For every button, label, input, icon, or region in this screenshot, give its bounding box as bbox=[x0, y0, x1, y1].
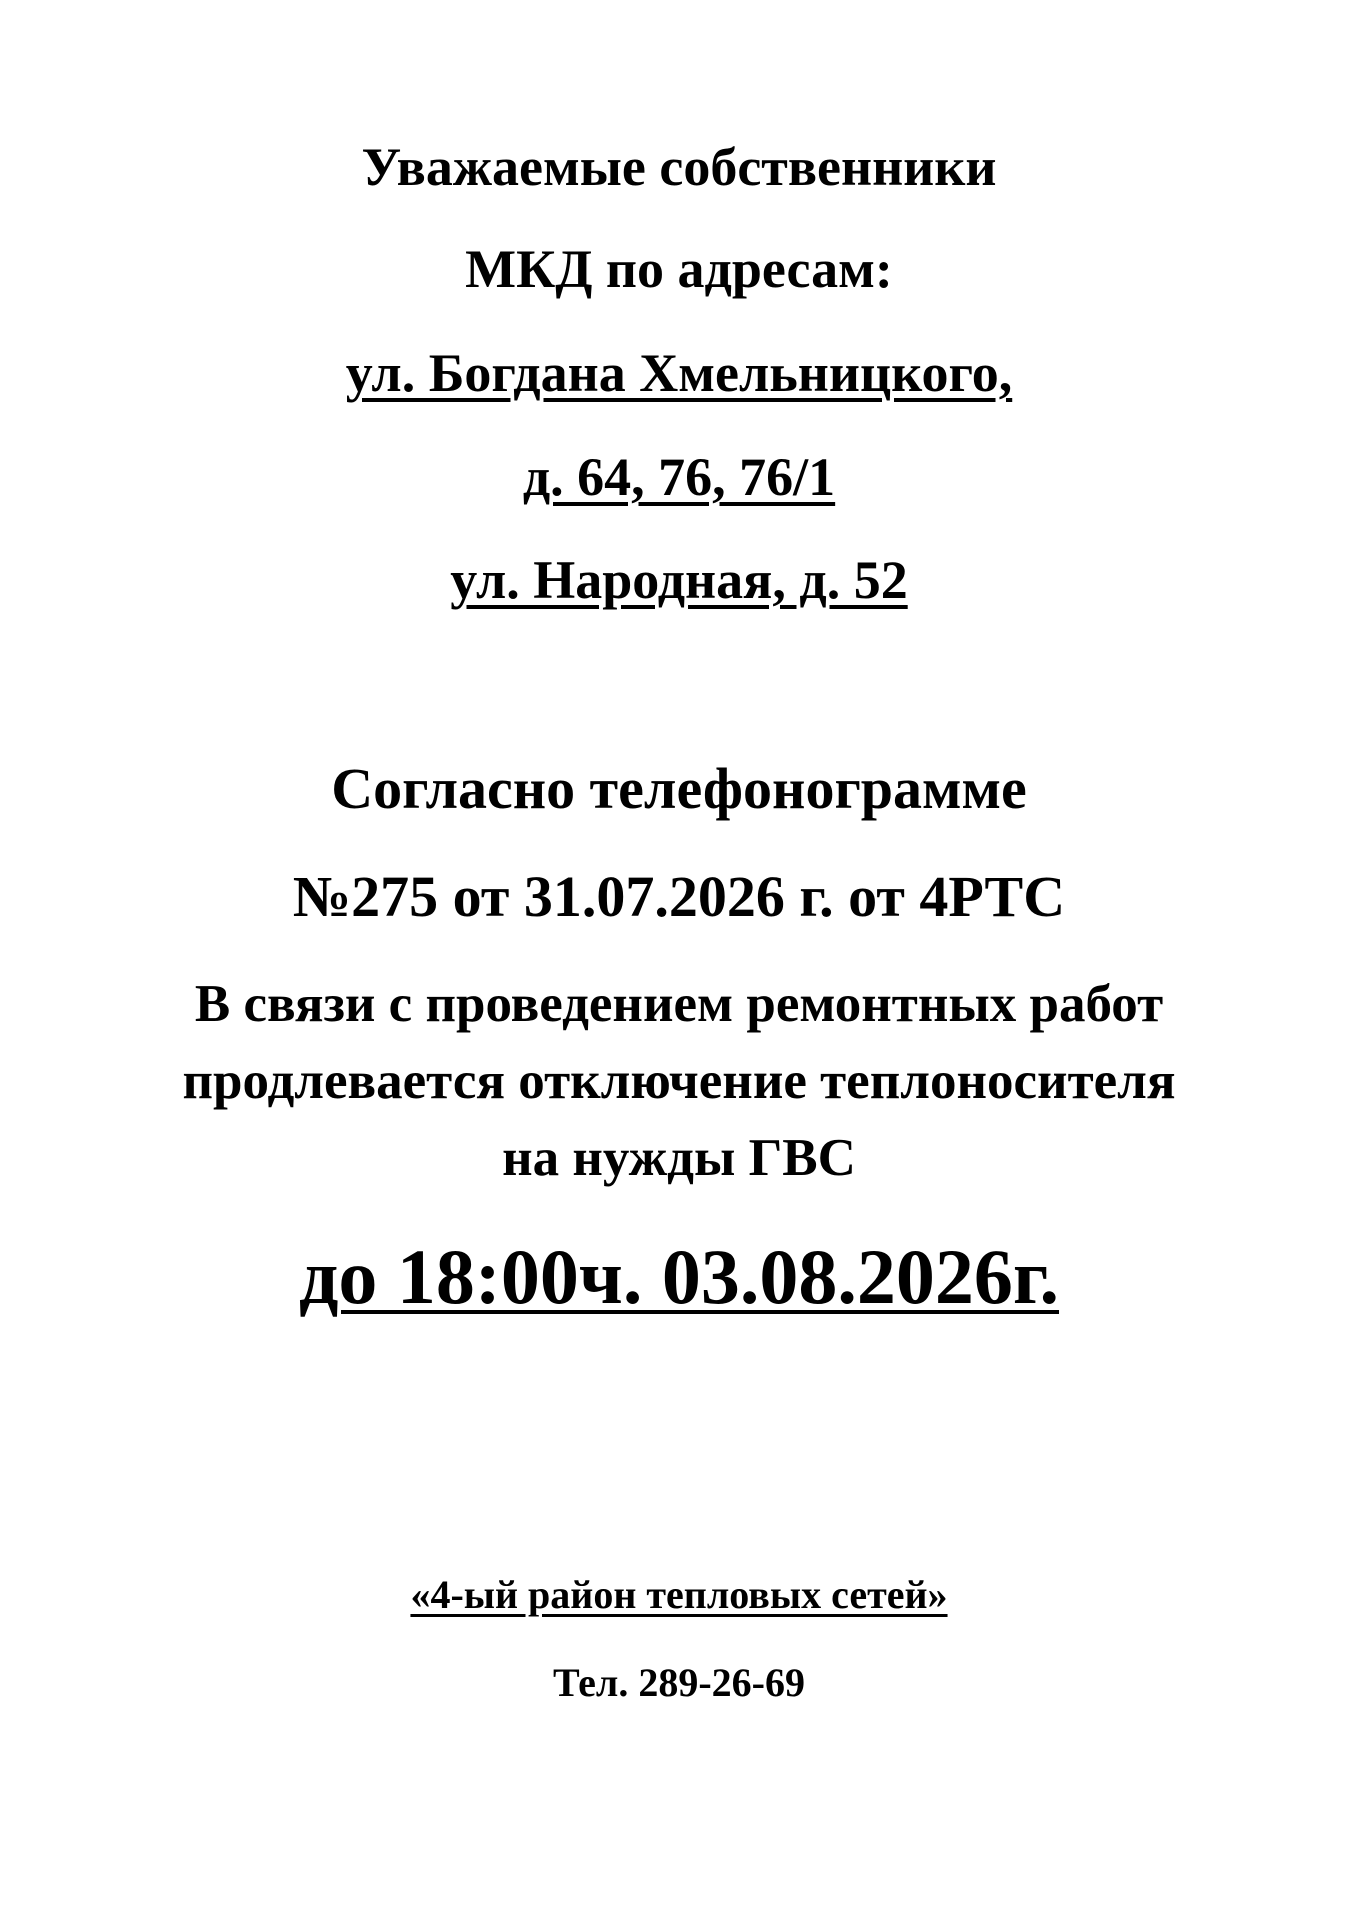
greeting-line-1: Уважаемые собственники bbox=[361, 137, 997, 197]
address-houses-1 bbox=[0, 447, 1358, 507]
address-street-1-text: ул. Богдана Хмельницкого, bbox=[345, 343, 1013, 403]
address-houses-1-text: д. 64, 76, 76/1 bbox=[522, 447, 836, 507]
body-line-2: продлевается отключение теплоносителя bbox=[182, 1052, 1176, 1110]
body-line-3: на нужды ГВС bbox=[502, 1129, 856, 1187]
organization-text: «4-ый район тепловых сетей» bbox=[410, 1572, 948, 1617]
address-street-2 bbox=[0, 550, 1358, 610]
address-street-1 bbox=[0, 343, 1358, 403]
organization bbox=[0, 1572, 1358, 1617]
address-street-2-text: ул. Народная, д. 52 bbox=[450, 550, 908, 610]
phone: Тел. 289-26-69 bbox=[553, 1660, 805, 1705]
reference-line-1: Согласно телефонограмме bbox=[331, 756, 1027, 821]
deadline-text: до 18:00ч. 03.08.2026г. bbox=[298, 1233, 1060, 1320]
body-line-1: В связи с проведением ремонтных работ bbox=[194, 975, 1164, 1033]
reference-line-2: №275 от 31.07.2026 г. от 4РТС bbox=[292, 864, 1066, 929]
deadline bbox=[0, 1233, 1358, 1320]
greeting-line-2: МКД по адресам: bbox=[465, 239, 893, 299]
